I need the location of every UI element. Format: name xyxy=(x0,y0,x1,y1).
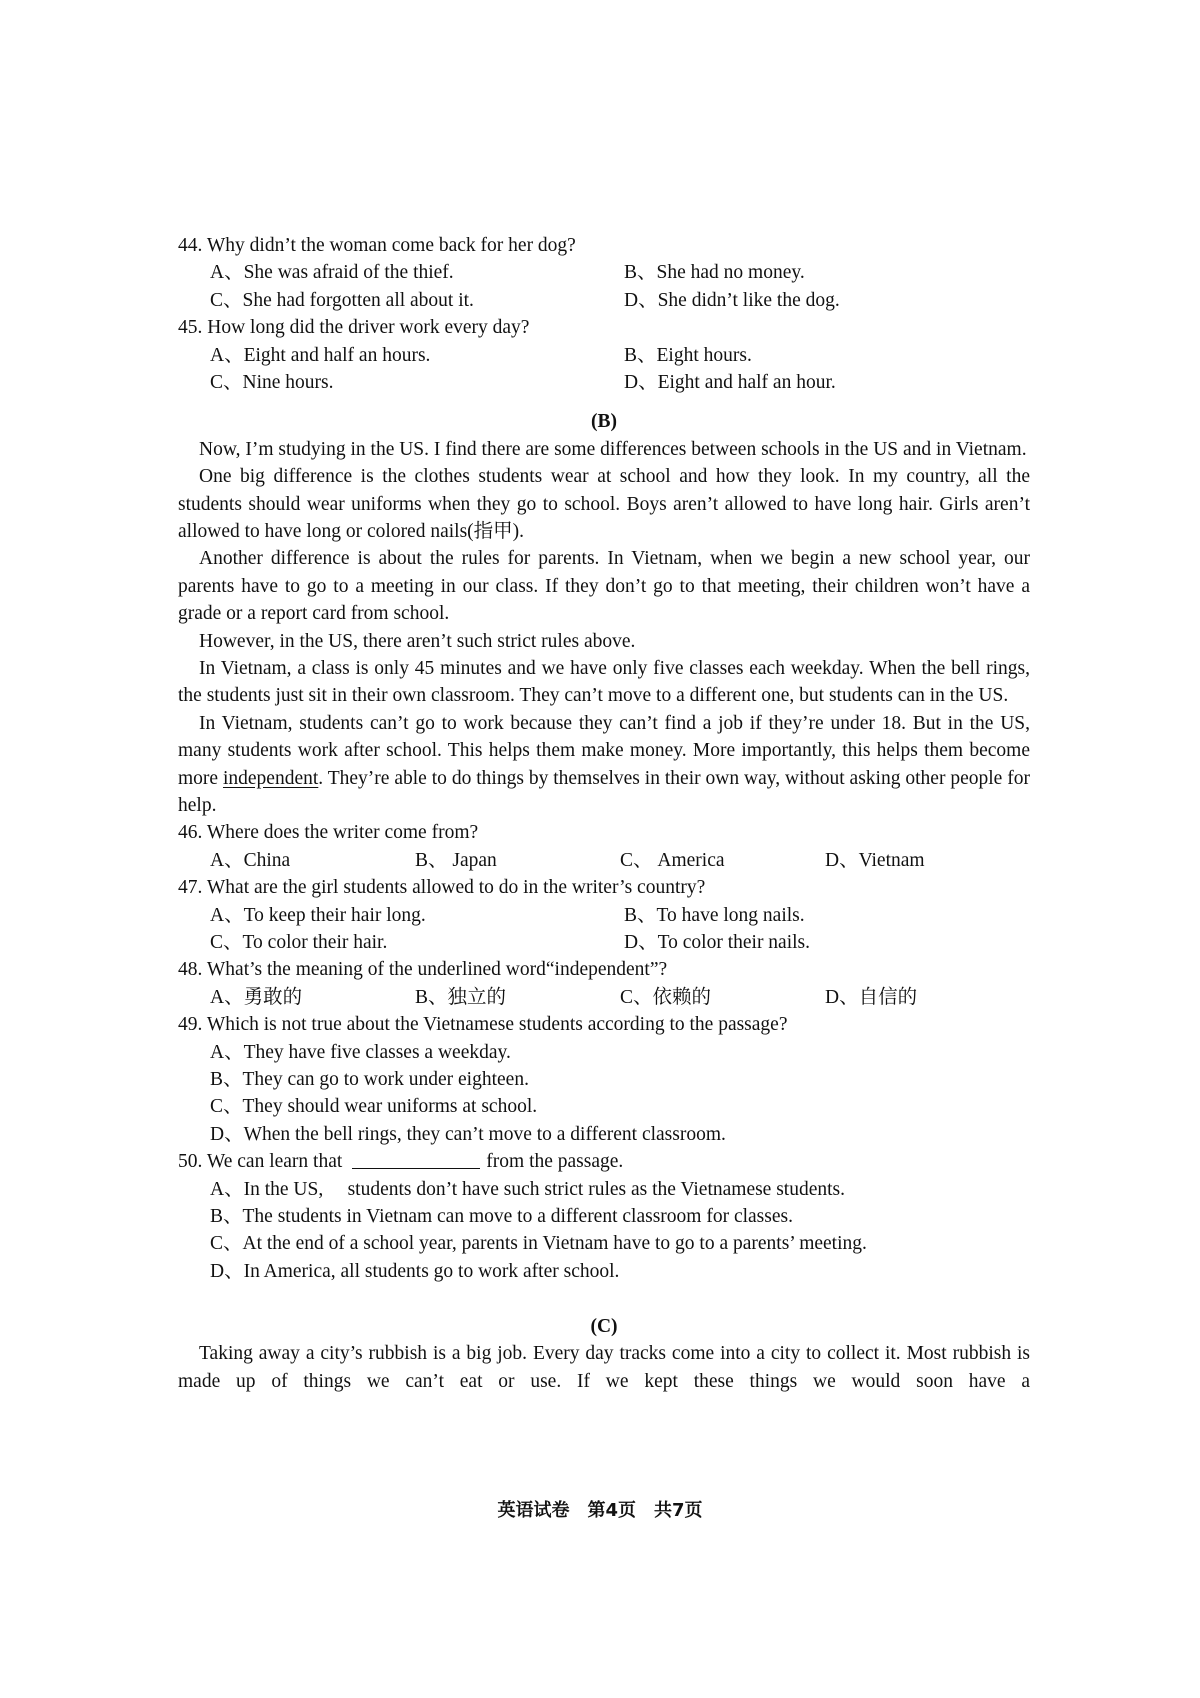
question-46-stem: 46. Where does the writer come from? xyxy=(178,822,479,844)
answer-blank xyxy=(352,1150,480,1169)
option-46-d: D、Vietnam xyxy=(825,849,925,871)
section-b-paragraph-1: Now, I’m studying in the US. I find there are some differences between schools in the US and in Vietnam. xyxy=(199,438,1027,460)
question-47-options-row-2 xyxy=(178,929,1030,956)
paragraph-6-text-before: In Vietnam, students can’t go to work because they can’t find a job if they’re under 18. But in the US, many students work after school. This helps them make money. More importantly, this helps them become more xyxy=(178,712,1030,789)
question-44-options-row-2 xyxy=(178,287,1030,314)
option-47-b: B、To have long nails. xyxy=(624,904,805,926)
option-49-d: D、When the bell rings, they can’t move to a different classroom. xyxy=(210,1123,726,1145)
question-45-stem: 45. How long did the driver work every day? xyxy=(178,317,530,339)
option-49-b: B、They can go to work under eighteen. xyxy=(210,1068,529,1090)
option-47-c: C、To color their hair. xyxy=(210,931,388,953)
section-b-paragraph-2: One big difference is the clothes students wear at school and how they look. In my country, all the students should wear uniforms when they go to school. Boys aren’t allowed to have long hair. Girls aren’t allowed to have long or colored nails(指甲). xyxy=(178,466,1030,542)
question-45-options-row-1 xyxy=(178,342,1030,369)
option-45-b: B、Eight hours. xyxy=(624,344,752,366)
question-48-options xyxy=(178,984,1030,1011)
section-b-paragraph-4: However, in the US, there aren’t such strict rules above. xyxy=(199,630,636,652)
question-50-stem xyxy=(178,1148,1030,1175)
question-48-stem: 48. What’s the meaning of the underlined word“independent”? xyxy=(178,959,668,981)
option-49-a: A、They have five classes a weekday. xyxy=(210,1041,511,1063)
question-46-options xyxy=(178,847,1030,874)
section-b-paragraph-6 xyxy=(178,710,1030,820)
section-b-paragraph-5: In Vietnam, a class is only 45 minutes and we have only five classes each weekday. When the bell rings, the students just sit in their own classroom. They can’t move to a different one, but students can in the US. xyxy=(178,657,1030,707)
option-46-b: B、 Japan xyxy=(415,849,497,871)
option-50-b: B、The students in Vietnam can move to a different classroom for classes. xyxy=(210,1205,793,1227)
option-50-d: D、In America, all students go to work after school. xyxy=(210,1260,620,1282)
option-47-d: D、To color their nails. xyxy=(624,931,811,953)
underlined-word: independent xyxy=(222,767,319,789)
exam-page xyxy=(178,232,1030,1395)
option-45-a: A、Eight and half an hours. xyxy=(210,344,431,366)
option-45-d: D、Eight and half an hour. xyxy=(624,371,836,393)
option-48-b: B、独立的 xyxy=(415,986,507,1008)
section-b-paragraph-3: Another difference is about the rules for parents. In Vietnam, when we begin a new school year, our parents have to go to a meeting in our class. If they don’t go to that meeting, their children won’t have a grade or a report card from school. xyxy=(178,548,1030,625)
section-b-heading: (B) xyxy=(591,411,617,433)
option-44-b: B、She had no money. xyxy=(624,262,805,284)
question-50-stem-after: from the passage. xyxy=(486,1151,624,1173)
option-50-c: C、At the end of a school year, parents in Vietnam have to go to a parents’ meeting. xyxy=(210,1233,867,1255)
question-49-stem: 49. Which is not true about the Vietnamese students according to the passage? xyxy=(178,1014,788,1036)
option-48-a: A、勇敢的 xyxy=(210,986,303,1008)
option-50-a: A、In the US, students don’t have such strict rules as the Vietnamese students. xyxy=(210,1178,846,1200)
option-44-d: D、She didn’t like the dog. xyxy=(624,289,840,311)
option-46-a: A、China xyxy=(210,849,291,871)
question-44-stem: 44. Why didn’t the woman come back for her dog? xyxy=(178,235,576,256)
section-c-paragraph-1: Taking away a city’s rubbish is a big job. Every day tracks come into a city to collect it. Most rubbish is made up of things we can’t eat or use. If we kept these things we would soon have a xyxy=(178,1343,1030,1392)
question-45-options-row-2 xyxy=(178,369,1030,396)
section-c-heading: (C) xyxy=(590,1316,618,1338)
paragraph-6-text-after: . They’re able to do things by themselves in their own way, without asking other people for help. xyxy=(178,767,1030,817)
page-footer: 英语试卷 第4页 共7页 xyxy=(497,1500,703,1521)
option-47-a: A、To keep their hair long. xyxy=(210,904,426,926)
question-47-options-row-1 xyxy=(178,902,1030,929)
option-44-a: A、She was afraid of the thief. xyxy=(210,262,454,284)
option-48-d: D、自信的 xyxy=(825,986,918,1008)
option-45-c: C、Nine hours. xyxy=(210,371,334,393)
option-46-c: C、 America xyxy=(620,849,725,871)
question-50-stem-before: 50. We can learn that xyxy=(178,1151,343,1173)
option-44-c: C、She had forgotten all about it. xyxy=(210,289,474,311)
question-44-options-row-1 xyxy=(178,259,1030,286)
option-49-c: C、They should wear uniforms at school. xyxy=(210,1096,538,1118)
question-47-stem: 47. What are the girl students allowed to do in the writer’s country? xyxy=(178,877,706,899)
option-48-c: C、依赖的 xyxy=(620,986,712,1008)
